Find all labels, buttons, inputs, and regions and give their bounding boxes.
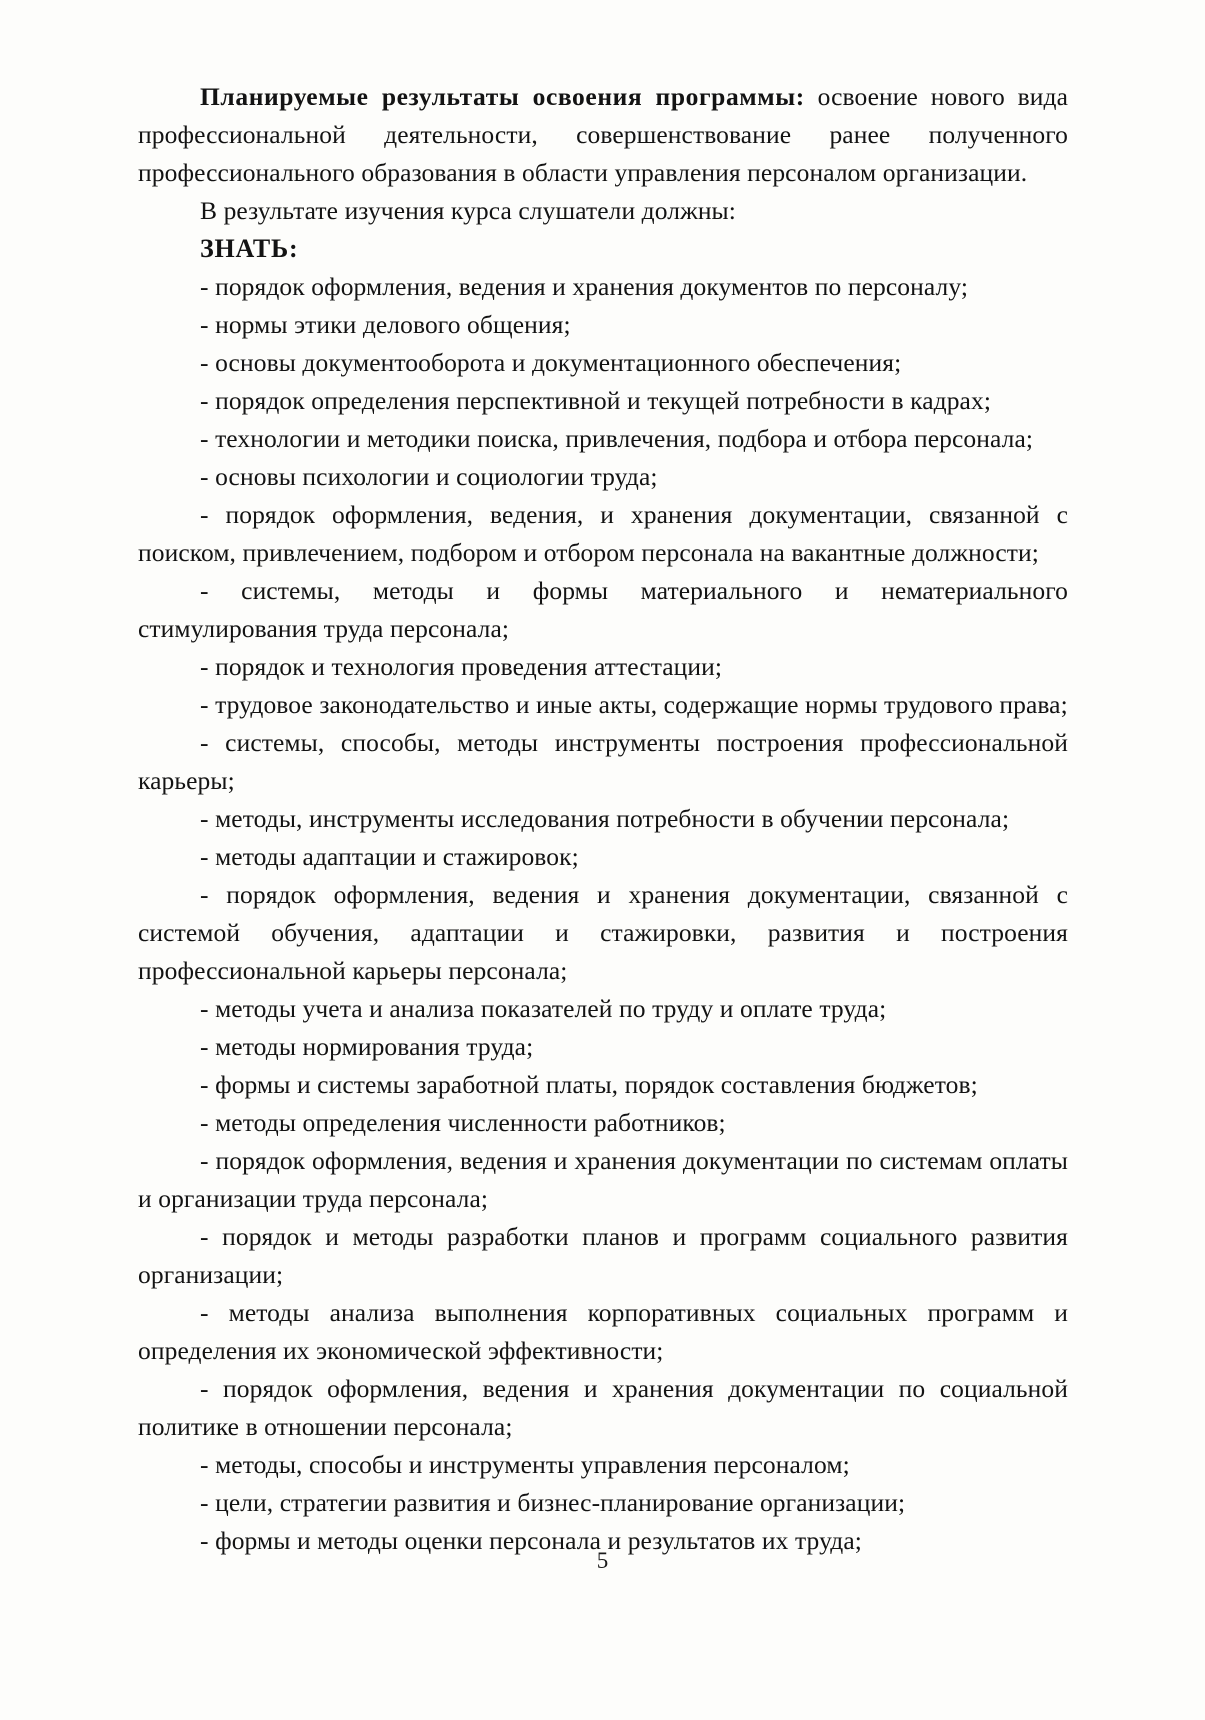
list-item: - порядок оформления, ведения и хранения документации, связанной с системой обучения, адаптации и стажировки, развития и построения профессиональной карьеры персонала;: [138, 880, 1068, 985]
page-body: [138, 78, 1068, 1560]
list-item: - методы, способы и инструменты управления персоналом;: [200, 1450, 850, 1479]
list-item: - нормы этики делового общения;: [200, 310, 571, 339]
intro-lead-bold: Планируемые результаты освоения программы:: [200, 82, 805, 111]
result-line: В результате изучения курса слушатели должны:: [200, 196, 736, 225]
list-item: - основы документооборота и документационного обеспечения;: [200, 348, 902, 377]
list-item: - системы, методы и формы материального и нематериального стимулирования труда персонала;: [138, 576, 1068, 643]
list-item: - методы, инструменты исследования потребности в обучении персонала;: [200, 804, 1010, 833]
list-item: - порядок и технология проведения аттестации;: [200, 652, 723, 681]
list-item: - формы и системы заработной платы, порядок составления бюджетов;: [200, 1070, 978, 1099]
section-label-znat: ЗНАТЬ:: [200, 234, 299, 263]
list-item: - порядок и методы разработки планов и программ социального развития организации;: [138, 1222, 1068, 1289]
page-number: 5: [596, 1548, 609, 1573]
list-item: - методы учета и анализа показателей по труду и оплате труда;: [200, 994, 887, 1023]
intro-lead-rest: освоение нового вида профессиональной деятельности, совершенствование ранее полученного профессионального образования в области управления персоналом организации.: [138, 82, 1068, 187]
list-item: - методы определения численности работников;: [200, 1108, 726, 1137]
list-item: - порядок оформления, ведения и хранения документации по социальной политике в отношении персонала;: [138, 1374, 1068, 1441]
list-item: - методы нормирования труда;: [200, 1032, 534, 1061]
list-item: - трудовое законодательство и иные акты, содержащие нормы трудового права;: [200, 690, 1068, 719]
list-item: - методы анализа выполнения корпоративных социальных программ и определения их экономической эффективности;: [138, 1298, 1068, 1365]
list-item: - порядок оформления, ведения, и хранения документации, связанной с поиском, привлечением, подбором и отбором персонала на вакантные должности;: [138, 500, 1068, 567]
list-item: - порядок определения перспективной и текущей потребности в кадрах;: [200, 386, 992, 415]
list-item: - основы психологии и социологии труда;: [200, 462, 658, 491]
list-item: - порядок оформления, ведения и хранения документации по системам оплаты и организации труда персонала;: [138, 1146, 1068, 1213]
list-item: - системы, способы, методы инструменты построения профессиональной карьеры;: [138, 728, 1068, 795]
list-item: - технологии и методики поиска, привлечения, подбора и отбора персонала;: [200, 424, 1034, 453]
list-item: - методы адаптации и стажировок;: [200, 842, 579, 871]
intro-paragraph: [138, 78, 1068, 192]
list-item: - порядок оформления, ведения и хранения документов по персоналу;: [200, 272, 969, 301]
list-item: - цели, стратегии развития и бизнес-планирование организации;: [200, 1488, 906, 1517]
list-item: - формы и методы оценки персонала и результатов их труда;: [200, 1526, 862, 1555]
